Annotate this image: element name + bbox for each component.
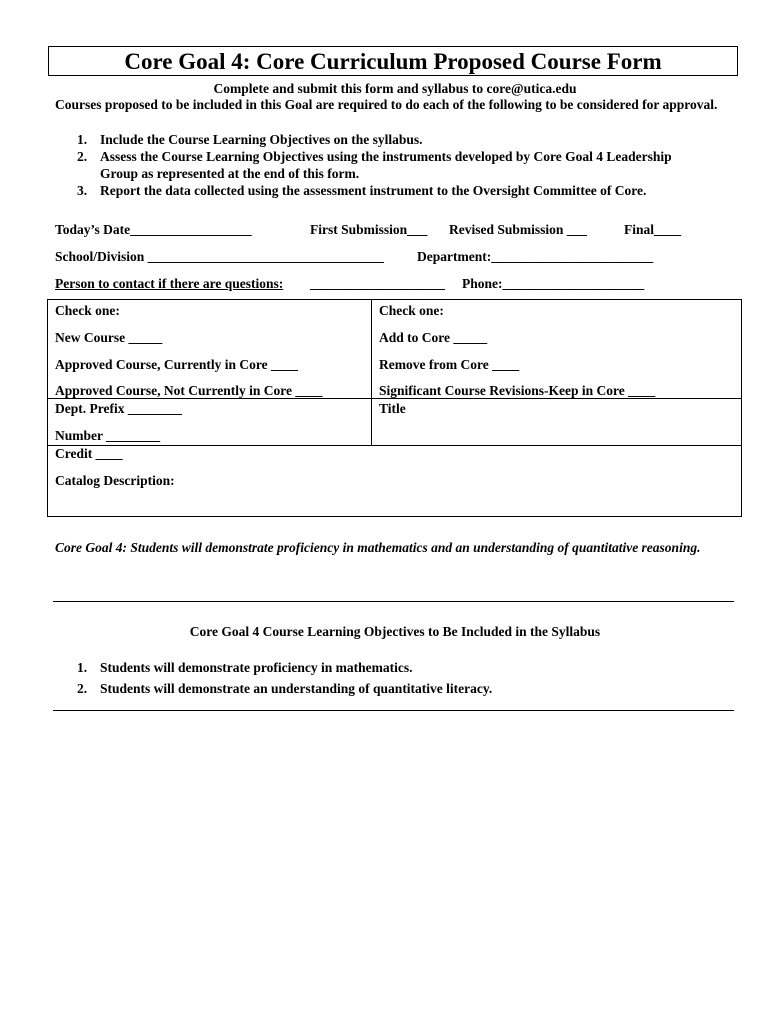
form-title: Core Goal 4: Core Curriculum Proposed Course Form bbox=[48, 46, 738, 76]
grid-divider bbox=[371, 300, 372, 445]
approved-in-core-option[interactable]: Approved Course, Currently in Core ____ bbox=[55, 357, 298, 372]
intro-text: Courses proposed to be included in this Goal are required to do each of the following to be considered for approval. bbox=[55, 97, 718, 112]
phone-field[interactable]: Phone:_____________________ bbox=[462, 276, 645, 291]
list-item: 1. Students will demonstrate proficiency in mathematics. bbox=[77, 660, 413, 675]
goal-statement: Core Goal 4: Students will demonstrate proficiency in mathematics and an understanding of quantitative reasoning. bbox=[55, 540, 701, 555]
form-subtitle: Complete and submit this form and syllabus to core@utica.edu bbox=[213, 81, 577, 96]
title-field[interactable]: Title bbox=[379, 401, 406, 416]
contact-line[interactable]: ____________________ bbox=[310, 276, 445, 291]
objectives-heading: Core Goal 4 Course Learning Objectives to Be Included in the Syllabus bbox=[189, 624, 601, 639]
school-division-field[interactable]: School/Division ___________________________________ bbox=[55, 249, 384, 264]
list-item: 1. Include the Course Learning Objectives on the syllabus. bbox=[77, 132, 423, 147]
new-course-option[interactable]: New Course _____ bbox=[55, 330, 163, 345]
list-item: 3. Report the data collected using the assessment instrument to the Oversight Committee of Core. bbox=[77, 183, 647, 198]
list-item: 2. Assess the Course Learning Objectives using the instruments developed by Core Goal 4 Leadership Group as represented at the end of this form. bbox=[77, 149, 672, 181]
revised-submission-field[interactable]: Revised Submission ___ bbox=[449, 222, 588, 237]
credit-field[interactable]: Credit ____ bbox=[55, 446, 123, 461]
contact-label: Person to contact if there are questions: bbox=[55, 276, 284, 291]
course-info-grid bbox=[47, 299, 742, 517]
check-one-label: Check one: bbox=[55, 303, 120, 318]
department-field[interactable]: Department:________________________ bbox=[417, 249, 654, 264]
add-to-core-option[interactable]: Add to Core _____ bbox=[379, 330, 488, 345]
approved-not-in-core-option[interactable]: Approved Course, Not Currently in Core ____ bbox=[55, 383, 323, 398]
first-submission-field[interactable]: First Submission___ bbox=[310, 222, 428, 237]
significant-revisions-option[interactable]: Significant Course Revisions-Keep in Core ____ bbox=[379, 383, 656, 398]
dept-prefix-field[interactable]: Dept. Prefix ________ bbox=[55, 401, 182, 416]
final-field[interactable]: Final____ bbox=[624, 222, 682, 237]
divider bbox=[53, 710, 734, 711]
remove-from-core-option[interactable]: Remove from Core ____ bbox=[379, 357, 520, 372]
requirements-list bbox=[55, 131, 735, 199]
number-field[interactable]: Number ________ bbox=[55, 428, 161, 443]
todays-date-field[interactable]: Today’s Date__________________ bbox=[55, 222, 252, 237]
list-item: 2. Students will demonstrate an understanding of quantitative literacy. bbox=[77, 681, 493, 696]
catalog-description-field[interactable]: Catalog Description: bbox=[55, 473, 175, 488]
divider bbox=[53, 601, 734, 602]
check-one-label: Check one: bbox=[379, 303, 444, 318]
grid-divider bbox=[48, 445, 741, 446]
objectives-list bbox=[55, 659, 735, 697]
